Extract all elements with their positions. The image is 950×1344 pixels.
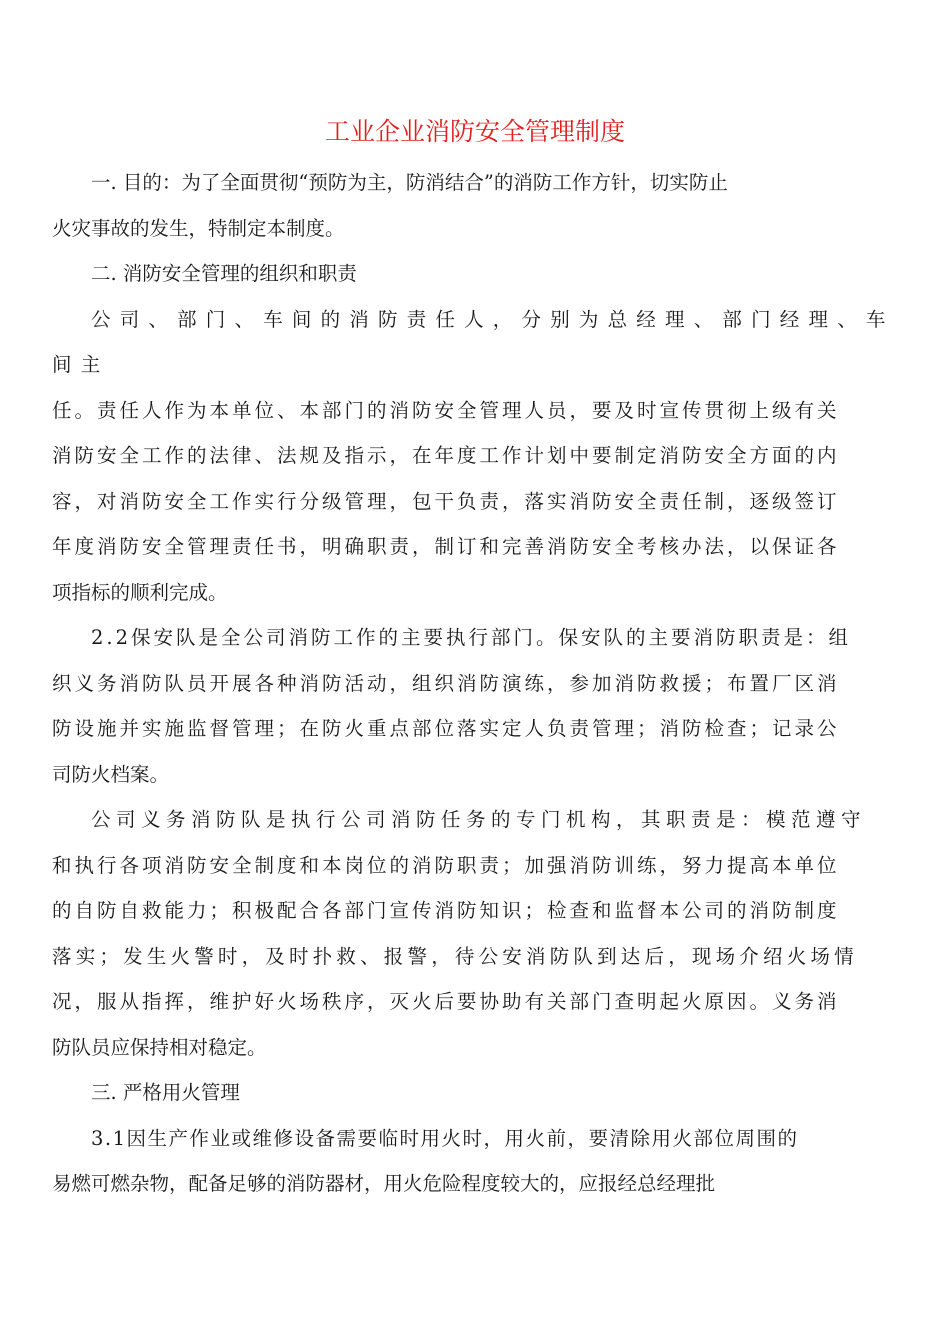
paragraph-line: 的自防自救能力；积极配合各部门宣传消防知识；检查和监督本公司的消防制度 <box>52 899 840 922</box>
document-body <box>52 160 900 1207</box>
paragraph-line: 项指标的顺利完成。 <box>52 580 228 604</box>
paragraph-line: 防设施并实施监督管理；在防火重点部位落实定人负责管理；消防检查；记录公 <box>52 717 840 740</box>
paragraph-line: 织义务消防队员开展各种消防活动，组织消防演练，参加消防救援；布置厂区消 <box>52 671 840 695</box>
paragraph-volunteer-brigade <box>52 797 900 1070</box>
paragraph-line: 3.1因生产作业或维修设备需要临时用火时，用火前，要清除用火部位周围的 <box>91 1126 799 1150</box>
paragraph-line: 一. 目的：为了全面贯彻“预防为主，防消结合”的消防工作方针，切实防止 <box>91 171 728 194</box>
paragraph-line: 年度消防安全管理责任书，明确职责，制订和完善消防安全考核办法，以保证各 <box>52 535 840 558</box>
paragraph-line: 2.2保安队是全公司消防工作的主要执行部门。保安队的主要消防职责是：组 <box>91 626 852 649</box>
paragraph-responsibility <box>52 297 900 616</box>
paragraph-line: 火灾事故的发生，特制定本制度。 <box>52 216 345 240</box>
paragraph-line: 和执行各项消防安全制度和本岗位的消防职责；加强消防训练，努力提高本单位 <box>52 853 840 877</box>
paragraph-line: 公司、部门、车间的消防责任人，分别为总经理、部门经理、车间主 <box>52 307 895 376</box>
paragraph-line: 防队员应保持相对稳定。 <box>52 1035 267 1059</box>
paragraph-line: 二. 消防安全管理的组织和职责 <box>91 262 357 285</box>
paragraph-line: 易燃可燃杂物，配备足够的消防器材，用火危险程度较大的，应报经总经理批 <box>52 1172 716 1195</box>
section-heading-organization <box>52 251 900 297</box>
paragraph-purpose <box>52 160 900 251</box>
section-heading-fire-use <box>52 1070 900 1116</box>
paragraph-security-team <box>52 615 900 797</box>
paragraph-line: 任。责任人作为本单位、本部门的消防安全管理人员，要及时宣传贯彻上级有关 <box>52 398 840 422</box>
paragraph-line: 司防火档案。 <box>52 762 170 786</box>
paragraph-line: 三. 严格用火管理 <box>91 1081 240 1104</box>
paragraph-line: 公司义务消防队是执行公司消防任务的专门机构，其职责是：模范遵守 <box>91 808 867 831</box>
paragraph-line: 消防安全工作的法律、法规及指示，在年度工作计划中要制定消防安全方面的内 <box>52 444 840 467</box>
paragraph-line: 况，服从指挥，维护好火场秩序，灭火后要协助有关部门查明起火原因。义务消 <box>52 990 840 1013</box>
paragraph-line: 落实；发生火警时，及时扑救、报警，待公安消防队到达后，现场介绍火场情 <box>52 944 858 968</box>
paragraph-line: 容，对消防安全工作实行分级管理，包干负责，落实消防安全责任制，逐级签订 <box>52 489 840 513</box>
document-title: 工业企业消防安全管理制度 <box>324 117 625 146</box>
paragraph-temporary-fire-use <box>52 1116 900 1207</box>
